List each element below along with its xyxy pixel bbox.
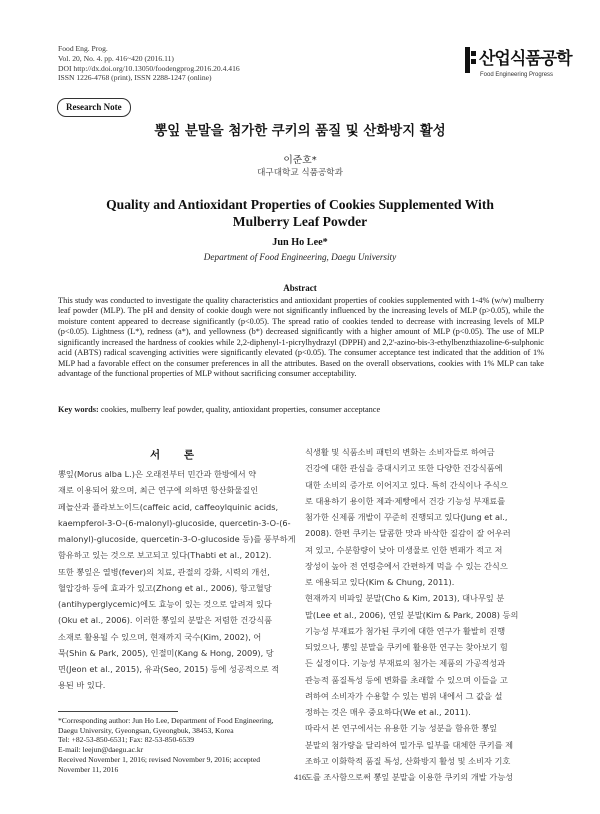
body-line: 져 있고, 수분함량이 낮아 미생물로 인한 변패가 적고 저 <box>305 544 503 555</box>
body-line: 든 실정이다. 기능성 부재료의 첨가는 제품의 가공적성과 <box>305 658 506 669</box>
footnote-line: Tel: +82-53-850-6531; Fax: 82-53-850-6539 <box>58 735 194 745</box>
footnote-line: *Corresponding author: Jun Ho Lee, Department of Food Engineering, <box>58 716 274 725</box>
logo-title: 산업식품공학 <box>479 49 572 69</box>
body-line: 함유하고 있는 것으로 보고되고 있다(Thabti et al., 2012). <box>58 550 272 561</box>
journal-issn: ISSN 1226-4768 (print), ISSN 2288-1247 (online) <box>58 73 212 83</box>
body-line: 려하여 소비자가 수용할 수 있는 범위 내에서 그 값을 설 <box>305 690 503 701</box>
body-line: 조하고 이화학적 품질 특성, 산화방지 활성 및 소비자 기호 <box>305 755 511 766</box>
journal-info <box>58 44 240 83</box>
body-line: 재로 이용되어 왔으며, 최근 연구에 의하면 항산화물질인 <box>58 485 259 496</box>
body-line: 소재로 활용될 수 있으며, 현재까지 국수(Kim, 2002), 어 <box>58 631 262 642</box>
body-line: 말(Lee et al., 2006), 연잎 분말(Kim & Park, 2008) 등의 <box>305 609 519 620</box>
body-line: 건강에 대한 관심을 증대시키고 또한 다양한 건강식품에 <box>305 463 503 474</box>
korean-author: 이준호* <box>283 155 317 166</box>
body-line: 혈압강하 등에 효과가 있고(Zhong et al., 2006), 항고혈당 <box>58 582 272 593</box>
body-line: 따라서 본 연구에서는 유용한 기능 성분을 함유한 뽕잎 <box>305 723 498 734</box>
body-line: 2008). 한편 쿠키는 달콤한 맛과 바삭한 질감이 잘 어우러 <box>305 528 511 539</box>
footnote <box>58 716 300 774</box>
keywords-text: cookies, mulberry leaf powder, quality, antioxidant properties, consumer acceptance <box>100 405 381 414</box>
body-line: 용된 바 있다. <box>58 680 106 691</box>
body-line: 로 애용되고 있다(Kim & Chung, 2011). <box>305 577 455 587</box>
footnote-divider <box>58 711 178 712</box>
body-column-left <box>58 466 298 694</box>
body-line: 되었으나, 뽕잎 분말을 쿠키에 활용한 연구는 찾아보기 힘 <box>305 642 508 652</box>
english-title-line: Mulberry Leaf Powder <box>232 214 368 229</box>
footnote-line: Daegu University, Gyeongsan, Gyeongbuk, 38453, Korea <box>58 725 234 735</box>
abstract-text: This study was conducted to investigate the quality characteristics and antioxidant properties of cookies supplemented with 1-4% (w/w) mulberry leaf powder (MLP). The pH and density of cookie dough were not significantly influenced by the increasing levels of MLP (p>0.05), while the moisture content appeared to decrease significantly (p<0.05). The spread ratio of cookies tended to decrease with increasing levels of MLP (p<0.05). Lightness (L*), redness (a*), and yellowness (b*) decreased significantly with a higher amount of MLP (p<0.05). The use of MLP significantly increased the hardness of cookies while 2,2-diphenyl-1-picrylhydrazyl (DPPH) and 2,2'-azino-bis-3-ethylbenzthiazoline-6-sulphonic acid (ABTS) radical scavenging activities were significantly elevated (p<0.05). The consumer acceptance test indicated that the addition of 1% MLP had a favorable effect on the consumer preferences in all the attributes. Based on the overall observations, cookies with 1% MLP can take advantage of the functional properties of MLP without sacrificing consumer acceptability. <box>58 296 544 379</box>
body-line: 분말의 첨가량을 달리하여 밀가루 일부를 대체한 쿠키를 제 <box>305 739 514 750</box>
english-title <box>0 196 600 230</box>
keywords-label: Key words: <box>58 405 99 414</box>
body-line: 도를 조사함으로써 뽕잎 분말을 이용한 쿠키의 개발 가능성 <box>305 772 514 782</box>
korean-affiliation: 대구대학교 식품공학과 <box>257 168 343 178</box>
journal-doi: DOI http://dx.doi.org/10.13050/foodengprog.2016.20.4.416 <box>58 63 240 73</box>
body-line: (Oku et al., 2006). 이러한 뽕잎의 분말은 저렴한 건강식품 <box>58 615 273 626</box>
body-line: 식생활 및 식품소비 패턴의 변화는 소비자들로 하여금 <box>305 447 495 457</box>
page-number: 416 <box>294 773 306 782</box>
body-line: 기능성 부재료가 첨가된 쿠키에 대한 연구가 활발히 진행 <box>305 625 506 636</box>
footnote-line: November 11, 2016 <box>58 764 119 774</box>
journal-name: Food Eng. Prog. <box>58 44 108 53</box>
body-line: 로 대용하기 용이한 제과·제빵에서 건강 기능성 부재료를 <box>305 495 506 506</box>
section-heading-introduction: 서 론 <box>150 449 204 461</box>
body-line: 장성이 높아 전 연령층에서 간편하게 먹을 수 있는 간식으 <box>305 560 508 571</box>
footnote-line: E-mail: leejun@daegu.ac.kr <box>58 745 144 755</box>
body-column-right <box>305 444 545 785</box>
abstract <box>58 296 544 380</box>
english-title-line: Quality and Antioxidant Properties of Cookies Supplemented With <box>106 197 494 212</box>
keywords <box>58 405 544 414</box>
body-line: 페놀산과 플라보노이드(caffeic acid, caffeoylquinic acids, <box>58 501 279 512</box>
logo-subtitle: Food Engineering Progress <box>480 72 554 78</box>
korean-title: 뽕잎 분말을 첨가한 쿠키의 품질 및 산화방지 활성 <box>154 124 446 139</box>
body-line: 뽕잎(Morus alba L.)은 오래전부터 민간과 한방에서 약 <box>58 469 257 479</box>
logo-mark-icon <box>465 47 477 73</box>
body-line: 대한 소비의 증가로 이어지고 있다. 특히 간식이나 주식으 <box>305 479 508 490</box>
body-line: 관능적 품질특성 등에 변화를 초래할 수 있으며 이들을 고 <box>305 674 508 685</box>
english-author: Jun Ho Lee* <box>272 237 328 248</box>
journal-volume: Vol. 20, No. 4. pp. 416~420 (2016.11) <box>58 53 174 63</box>
body-line: 면(Jeon et al., 2015), 유과(Seo, 2015) 등에 성공적으로 적 <box>58 664 280 674</box>
body-line: malonyl)-glucoside, quercetin-3-O-glucoside 등)를 풍부하게 <box>58 534 296 544</box>
body-line: 현재까지 비파잎 분말(Cho & Kim, 2013), 대나무잎 분 <box>305 593 505 604</box>
footnote-line: Received November 1, 2016; revised November 9, 2016; accepted <box>58 754 261 764</box>
body-line: kaempferol-3-O-(6-malonyl)-glucoside, quercetin-3-O-(6- <box>58 517 291 528</box>
body-line: (antihyperglycemic)에도 효능이 있는 것으로 알려져 있다 <box>58 599 272 609</box>
body-line: 첨가한 신제품 개발이 꾸준히 진행되고 있다(Jung et al., <box>305 512 508 522</box>
body-line: 묵(Shin & Park, 2005), 인절미(Kang & Hong, 2009), 당 <box>58 647 274 658</box>
journal-logo <box>465 44 572 88</box>
abstract-heading: Abstract <box>283 283 317 293</box>
body-line: 또한 뽕잎은 열병(fever)의 치료, 관절의 강화, 시력의 개선, <box>58 566 270 577</box>
body-line: 정하는 것은 매우 중요하다(We et al., 2011). <box>305 707 471 717</box>
article-type-badge: Research Note <box>57 98 131 117</box>
english-affiliation: Department of Food Engineering, Daegu University <box>203 252 397 262</box>
